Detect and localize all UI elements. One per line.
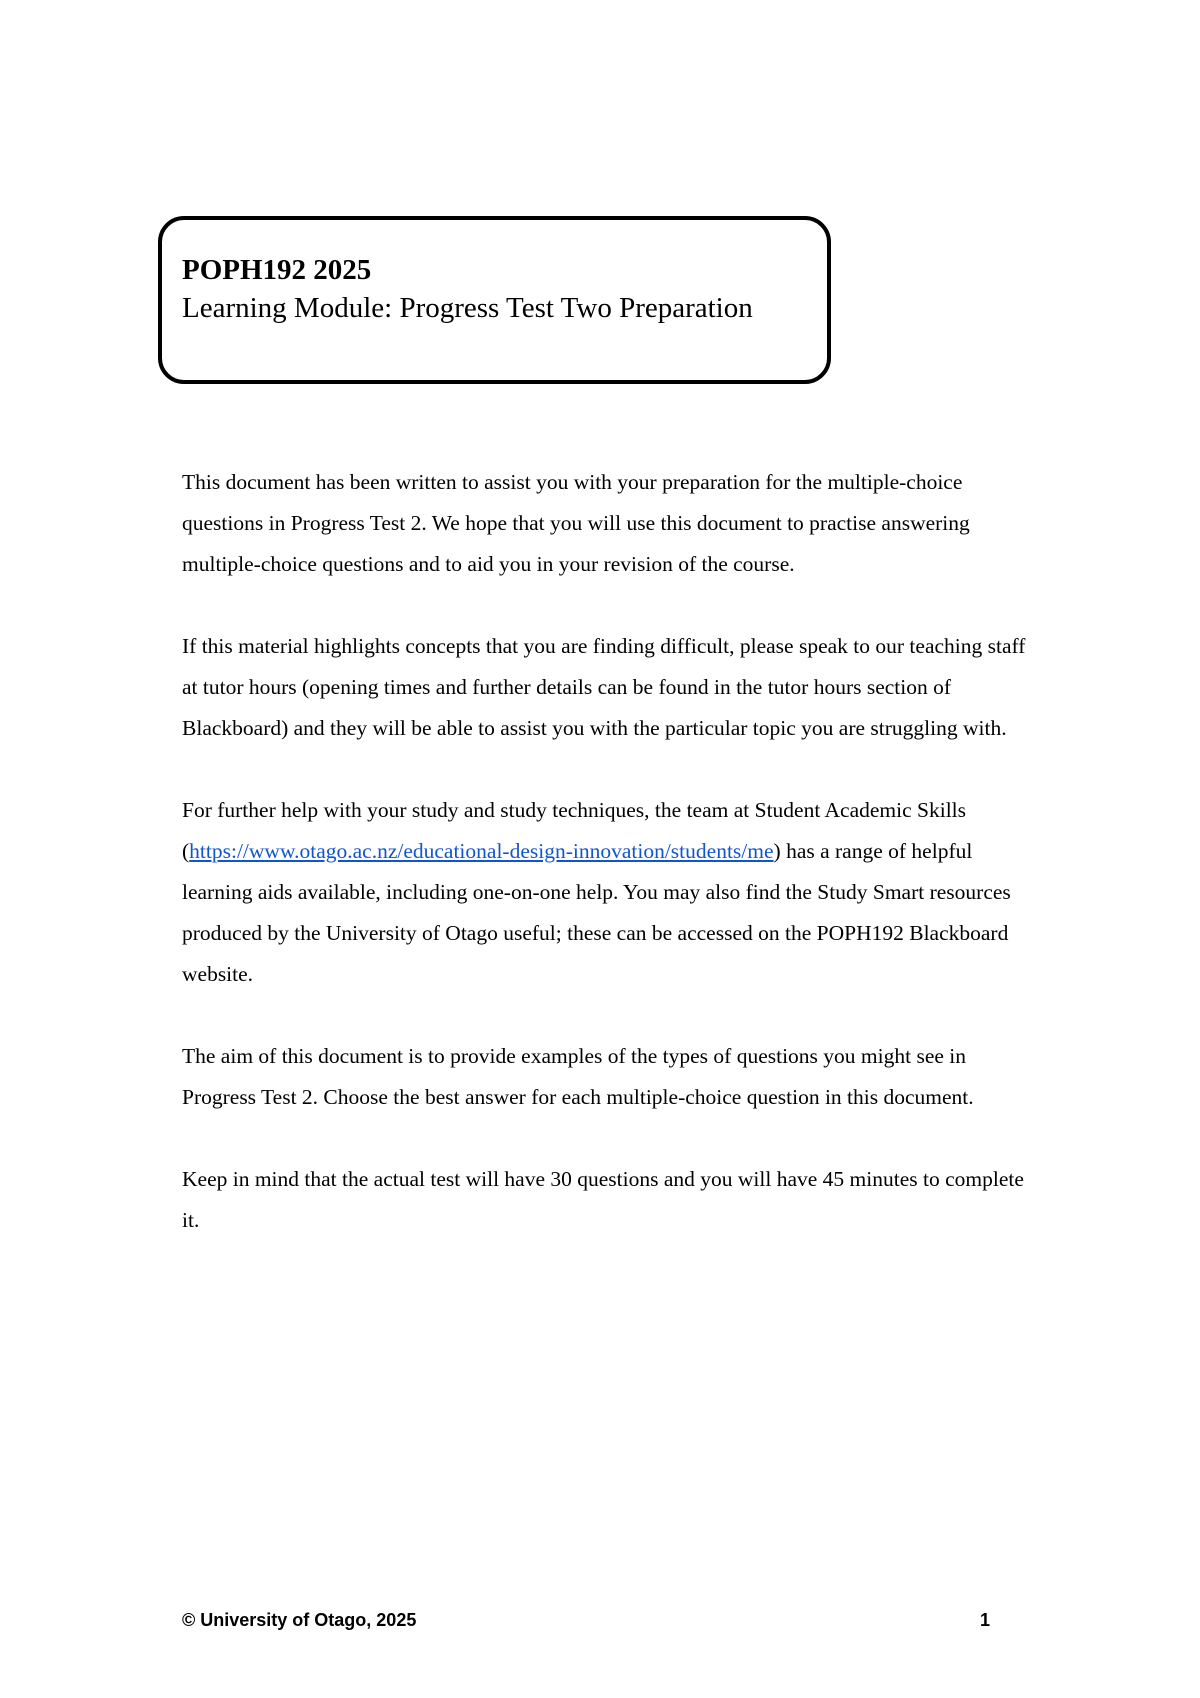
module-title: Learning Module: Progress Test Two Preparation (182, 292, 753, 324)
course-code: POPH192 2025 (182, 254, 372, 286)
document-body (182, 462, 1032, 1282)
test-info-paragraph: Keep in mind that the actual test will have 30 questions and you will have 45 minutes to complete it. (182, 1167, 1024, 1232)
copyright-text: © University of Otago, 2025 (182, 1610, 417, 1630)
intro-paragraph: This document has been written to assist you with your preparation for the multiple-choice questions in Progress Test 2. We hope that you will use this document to practise answering multiple-choice questions and to aid you in your revision of the course. (182, 470, 970, 576)
aim-paragraph: The aim of this document is to provide examples of the types of questions you might see in Progress Test 2. Choose the best answer for each multiple-choice question in this document. (182, 1044, 974, 1109)
study-skills-text-after: ) has a range of helpful learning aids available, including one-on-one help. You may also find the Study Smart resources produced by the University of Otago useful; these can be accessed on the POPH192 Blackboard website. (182, 839, 1011, 986)
help-paragraph: If this material highlights concepts that you are finding difficult, please speak to our teaching staff at tutor hours (opening times and further details can be found in the tutor hours section of Blackboard) and they will be able to assist you with the particular topic you are struggling with. (182, 634, 1026, 740)
study-skills-text-before: For further help with your study and study techniques, the team at Student Academic Skills ( (182, 798, 967, 863)
page-number: 1 (979, 1610, 990, 1630)
student-academic-skills-link[interactable]: https://www.otago.ac.nz/educational-design-innovation/students/me (189, 839, 774, 863)
study-skills-paragraph (182, 790, 1032, 995)
